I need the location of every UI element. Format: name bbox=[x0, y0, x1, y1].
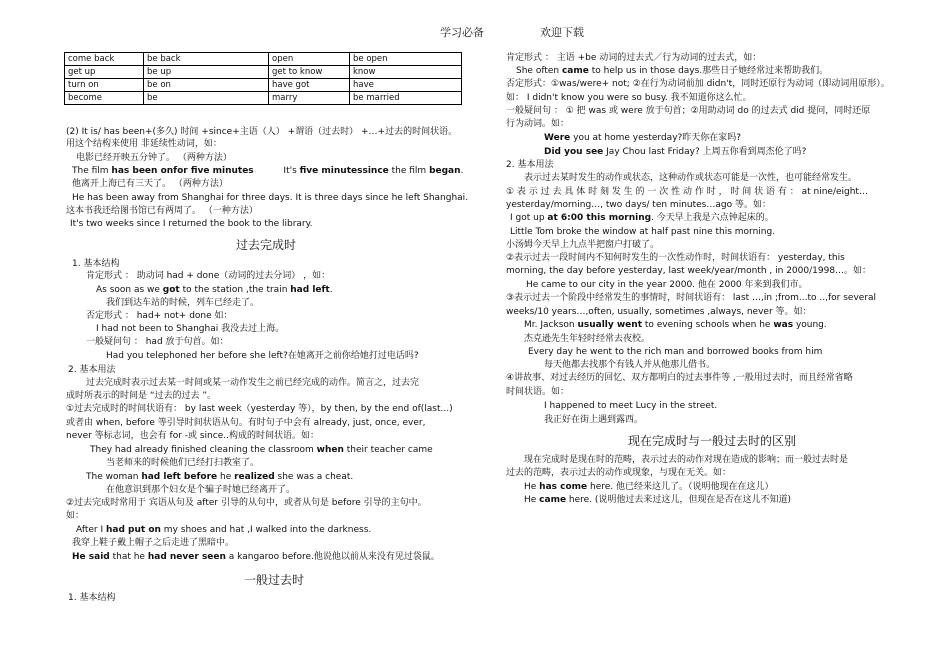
table-cell: marry bbox=[269, 92, 350, 105]
example-sentence bbox=[524, 481, 774, 493]
example-sentence bbox=[96, 284, 333, 296]
text-run: a kangaroo before.他说他以前从来没有见过袋鼠。 bbox=[225, 552, 440, 562]
text-run: The film bbox=[72, 166, 112, 176]
text-run: he bbox=[217, 472, 235, 482]
text-run-bold: has been on bbox=[111, 166, 174, 176]
text-line: 电影已经开映五分钟了。 （两种方法） bbox=[76, 153, 232, 163]
text-run-bold: had put on bbox=[106, 525, 161, 535]
text-line: ①过去完成时的时间状语有： by last week（yesterday 等），by then, by the end of(last...) bbox=[66, 404, 453, 414]
example-sentence: Every day he went to the rich man and borrowed books from him bbox=[528, 347, 823, 357]
table-row bbox=[65, 53, 462, 66]
example-sentence bbox=[524, 319, 827, 331]
text-line: never 等标志词，也会有 for -或 since..构成的时间状语。如： bbox=[66, 431, 319, 441]
text-run: She often bbox=[516, 66, 562, 76]
table-cell: have bbox=[350, 79, 462, 92]
text-line: 我正好在街上遇到露西。 bbox=[544, 415, 644, 425]
text-run: she was a cheat. bbox=[274, 472, 354, 482]
section-title-past-perfect: 过去完成时 bbox=[236, 238, 297, 252]
text-run: here. (说明他过去来过这儿，但现在是否在这儿不知道) bbox=[566, 495, 791, 505]
text-run: their teacher came bbox=[343, 445, 433, 455]
table-cell: be married bbox=[350, 92, 462, 105]
text-run: to help us in those days.那些日子她经常过来帮助我们。 bbox=[588, 66, 829, 76]
text-run: As soon as we bbox=[96, 285, 163, 295]
example-sentence: I had not been to Shanghai 我没去过上海。 bbox=[96, 324, 285, 334]
text-line: 过去的范畴，表示过去的动作或现象，与现在无关。如： bbox=[506, 468, 732, 478]
text-run: After I bbox=[76, 525, 106, 535]
table-cell: open bbox=[269, 53, 350, 66]
text-line: 这本书我还给图书馆已有两周了。 （一种方法） bbox=[66, 206, 258, 216]
text-run: . 今天早上我是六点钟起床的。 bbox=[651, 213, 774, 223]
text-run: It's bbox=[283, 166, 300, 176]
text-run-bold: came bbox=[561, 66, 589, 76]
text-line: ③表示过去一个阶段中经常发生的事情时，时间状语有： last …,in ;from...to ..,for several bbox=[506, 293, 877, 303]
text-line: 如： bbox=[66, 511, 85, 521]
example-sentence: It's two weeks since I returned the book to the library. bbox=[70, 219, 313, 229]
text-line: ②过去完成时常用于 宾语从句及 after 引导的从句中，或者从句是 before 引导的主句中。 bbox=[66, 498, 427, 508]
text-run: He bbox=[524, 482, 540, 492]
text-line: 肯定形式 ： 主语 +be 动词的过去式／行为动词的过去式，如： bbox=[506, 53, 762, 63]
text-run: Jay Chou last Friday? 上周五你看到周杰伦了吗? bbox=[603, 147, 807, 157]
text-line: 我穿上鞋子戴上帽子之后走进了黑暗中。 bbox=[72, 538, 235, 548]
subsection-title: 1. 基本结构 bbox=[68, 593, 116, 603]
text-run: . bbox=[329, 285, 333, 295]
text-line: ① 表 示 过 去 具 体 时 刻 发 生 的 一 次 性 动 作 时 ， 时 间 状 语 有 ： at nine/eight… bbox=[506, 187, 868, 197]
text-line: 一般疑问句 ： had 放于句首。如： bbox=[86, 337, 229, 347]
text-run-bold: had never seen bbox=[147, 552, 226, 562]
text-run-bold: had left before bbox=[141, 472, 218, 482]
text-line: 表示过去某时发生的动作或状态，这种动作或状态可能是一次性，也可能经常发生。 bbox=[524, 173, 858, 183]
text-line: 我们到达车站的时候，列车已经走了。 bbox=[106, 298, 260, 308]
text-run-bold: realized bbox=[234, 472, 275, 482]
text-line: 或者由 when, before 等引导时间状语从句。有时句子中会有 already, just, once, ever, bbox=[66, 418, 426, 428]
example-sentence: He has been away from Shanghai for three days. It is three days since he left Shanghai. bbox=[72, 193, 469, 203]
text-line: ④讲故事、对过去经历的回忆、双方都明白的过去事件等 ,一般用过去时，而且经常省略 bbox=[506, 373, 853, 383]
text-run: that he bbox=[109, 552, 148, 562]
page-header-left: 学习必备 bbox=[440, 26, 484, 39]
section-title-simple-past: 一般过去时 bbox=[244, 573, 305, 587]
text-run-bold: Did you see bbox=[544, 147, 604, 157]
text-run: . bbox=[460, 166, 464, 176]
text-line: weeks/10 years…,often, usually, sometimes ,always, never 等。如： bbox=[506, 307, 812, 317]
table-cell: become bbox=[65, 92, 144, 105]
text-run: young. bbox=[793, 320, 827, 330]
text-run-bold: was bbox=[773, 320, 794, 330]
text-line: 肯定形式 ： 助动词 had + done（动词的过去分词） ，如： bbox=[86, 271, 331, 281]
table-cell: be bbox=[144, 92, 269, 105]
text-run-bold: when bbox=[316, 445, 344, 455]
table-row bbox=[65, 79, 462, 92]
text-run: my shoes and hat ,I walked into the darkness. bbox=[160, 525, 372, 535]
table-cell: have got bbox=[269, 79, 350, 92]
example-sentence bbox=[72, 551, 440, 563]
text-run-bold: had left bbox=[290, 285, 330, 295]
example-sentence bbox=[544, 146, 806, 158]
text-run: you at home yesterday?昨天你在家吗? bbox=[570, 133, 742, 143]
example-sentence bbox=[72, 165, 463, 177]
text-run-bold: at 6:00 this morning bbox=[547, 213, 652, 223]
text-line: 用这个结构来使用 非延续性动词，如： bbox=[66, 139, 222, 149]
text-run-bold: He said bbox=[72, 552, 110, 562]
example-sentence bbox=[510, 212, 774, 224]
table-cell: turn on bbox=[65, 79, 144, 92]
table-cell: be open bbox=[350, 53, 462, 66]
table-cell: be up bbox=[144, 66, 269, 79]
example-sentence: Had you telephoned her before she left?在她离开之前你给她打过电话吗? bbox=[106, 351, 419, 361]
text-line: 他离开上海已有三天了。 （两种方法） bbox=[72, 179, 228, 189]
example-sentence bbox=[516, 65, 828, 77]
text-run: The woman bbox=[86, 472, 142, 482]
example-sentence: Little Tom broke the window at half past nine this morning. bbox=[510, 227, 776, 237]
example-sentence bbox=[86, 471, 353, 483]
table-cell: get up bbox=[65, 66, 144, 79]
text-line: yesterday/morning…, two days/ ten minutes…ago 等。如： bbox=[506, 200, 771, 210]
text-line: 小汤姆今天早上九点半把窗户打破了。 bbox=[506, 240, 660, 250]
table-row bbox=[65, 92, 462, 105]
text-line: 过去完成时表示过去某一时间或某一动作发生之前已经完成的动作。简言之，过去完 bbox=[86, 378, 420, 388]
text-line: 时间状语。如： bbox=[506, 387, 570, 397]
text-line: 行为动词。如： bbox=[506, 119, 570, 129]
subsection-title: 1. 基本结构 bbox=[72, 259, 120, 269]
section-title-compare: 现在完成时与一般过去时的区别 bbox=[628, 434, 797, 448]
text-line: 一般疑问句 ： ① 把 was 或 were 放于句首；②用助动词 do 的过去式 did 提问，同时还原 bbox=[506, 106, 871, 116]
subsection-title: 2. 基本用法 bbox=[68, 365, 116, 375]
verb-table bbox=[64, 52, 462, 105]
text-run-bold: has come bbox=[539, 482, 588, 492]
text-run: here. 他已经来这儿了。（说明他现在在这儿） bbox=[587, 482, 774, 492]
text-run: to the station ,the train bbox=[179, 285, 291, 295]
table-cell: be back bbox=[144, 53, 269, 66]
text-run-bold: since bbox=[362, 166, 389, 176]
text-line: 在他意识到那个妇女是个骗子时她已经离开了。 bbox=[106, 485, 296, 495]
table-cell: come back bbox=[65, 53, 144, 66]
text-run-bold: five minutes bbox=[299, 166, 363, 176]
text-run-bold: Were bbox=[544, 133, 571, 143]
text-run: to evening schools when he bbox=[642, 320, 774, 330]
text-run: the film bbox=[388, 166, 430, 176]
text-line: 当老师来的时候他们已经打扫教室了。 bbox=[106, 458, 260, 468]
text-line: 现在完成时是现在时的范畴，表示过去的动作对现在造成的影响；而一般过去时是 bbox=[524, 455, 849, 465]
text-run: They had already finished cleaning the classroom bbox=[90, 445, 317, 455]
table-cell: get to know bbox=[269, 66, 350, 79]
text-run-bold: usually went bbox=[577, 320, 642, 330]
example-sentence bbox=[544, 132, 741, 144]
text-line: 每天他都去找那个有钱人并从他那儿借书。 bbox=[544, 360, 716, 370]
text-line: 否定形式 ： had+ not+ done 如： bbox=[86, 311, 233, 321]
text-line: (2) It is/ has been+(多久) 时间 +since+主语（人） +谓语（过去时） +…+过去的时间状语。 bbox=[66, 127, 458, 137]
example-sentence bbox=[76, 524, 371, 536]
example-sentence bbox=[524, 494, 791, 506]
table-cell: know bbox=[350, 66, 462, 79]
text-run: I got up bbox=[510, 213, 548, 223]
example-sentence bbox=[90, 444, 433, 456]
text-run-bold: came bbox=[539, 495, 567, 505]
text-line: morning, the day before yesterday, last week/year/month , in 2000/1998…。如： bbox=[506, 266, 872, 276]
text-run-bold: for five minutes bbox=[173, 166, 254, 176]
text-line: 否定形式：①was/were+ not; ②在行为动词前加 didn't，同时还原行为动词（即动词用原形）。 bbox=[506, 79, 890, 89]
text-run-bold: got bbox=[162, 285, 180, 295]
example-sentence: I happened to meet Lucy in the street. bbox=[544, 401, 718, 411]
table-row bbox=[65, 66, 462, 79]
text-line: 如： I didn't know you were so busy. 我不知道你这么忙。 bbox=[506, 93, 752, 103]
text-line: 成时所表示的时间是 “过去的过去 ”。 bbox=[66, 391, 217, 401]
text-run: He bbox=[524, 495, 540, 505]
text-line: 杰克逊先生年轻时经常去夜校。 bbox=[524, 334, 651, 344]
example-sentence: He came to our city in the year 2000. 他在 2000 年来到我们市。 bbox=[526, 280, 808, 290]
text-run: Mr. Jackson bbox=[524, 320, 578, 330]
subsection-title: 2. 基本用法 bbox=[506, 160, 554, 170]
page-header-right: 欢迎下载 bbox=[540, 26, 584, 39]
text-run-bold: began bbox=[429, 166, 461, 176]
text-line: ②表示过去一段时间内不知何时发生的一次性动作时，时间状语有： yesterday, this bbox=[506, 253, 845, 263]
table-cell: be on bbox=[144, 79, 269, 92]
